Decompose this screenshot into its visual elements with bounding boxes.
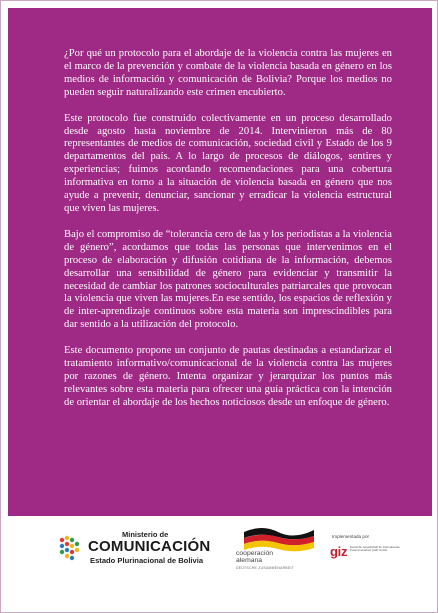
paragraph-purpose: Este documento propone un conjunto de pautas destinadas a estandarizar el tratamiento informativo/comunicacional de la violencia contra las mujeres por razones de género. Intenta organizar y jerarquizar los puntos más relevantes sobre esta materia para ofrecer una guía práctica con la intención de orientar el abordaje de los hechos noticiosos desde un enfoque de género.: [64, 345, 392, 408]
text-panel: [8, 8, 432, 516]
paragraph-construction: Este protocolo fue construido colectivamente en un proceso desarrollado desde agosto hasta noviembre de 2014. Intervinieron más de 80 representantes de medios de comunicación, sociedad civil y Estado de los 9 departamentos del país. A lo largo de procesos de diálogos, sentires y experiencias; fuimos acordando recomendaciones para una cobertura informativa en torno a la situación de violencia basada en género que nos ayude a prevenir, denunciar, sancionar y erradicar la violencia estructural que viven las mujeres.: [64, 112, 392, 214]
paragraph-commitment: Bajo el compromiso de “tolerancia cero de las y los periodistas a la violencia de género”, acordamos que todas las personas que intervenimos en el proceso de elaboración y difusión cotidiana de la información, debemos desarrollar una sensibilidad de género para evidenciar y transmitir la necesidad de cambiar los patrones socioculturales patriarcales que provocan la violencia que viven las mujeres.En ese sentido, los espacios de reflexión y de inter-aprendizaje continuos sobre esta materia son imprescindibles para dar sentido a la utilización del protocolo.: [64, 228, 392, 331]
cooperacion-line1: cooperación: [236, 550, 274, 557]
ministerio-comunicacion-logo: [58, 530, 228, 570]
ministerio-line1: Ministerio de: [122, 530, 169, 539]
paragraph-why-protocol: ¿Por qué un protocolo para el abordaje de la violencia contra las mujeres en el marco de la prevención y combate de la violencia basada en género en los medios de información y comunicación de Bolivia? Porque los medios no pueden seguir naturalizando este crimen encubierto.: [64, 48, 392, 98]
cooperacion-line3: DEUTSCHE ZUSAMMENARBEIT: [236, 566, 295, 570]
implemented-by-label: Implementada por: [332, 534, 370, 539]
logo-strip: [8, 516, 432, 607]
giz-fullname: Deutsche Gesellschaft für Internationale Zusammenarbeit (GIZ) GmbH: [350, 545, 400, 553]
cooperacion-line2: alemana: [236, 557, 263, 564]
giz-wordmark: giz: [330, 544, 348, 559]
colored-dots-icon: [58, 534, 88, 564]
ministerio-line2: COMUNICACIÓN: [88, 538, 211, 555]
ministerio-line3: Estado Plurinacional de Bolivia: [90, 556, 204, 565]
giz-logo: [328, 534, 408, 570]
german-flag-wave-icon: [242, 524, 316, 552]
cooperacion-alemana-logo: [234, 524, 330, 576]
